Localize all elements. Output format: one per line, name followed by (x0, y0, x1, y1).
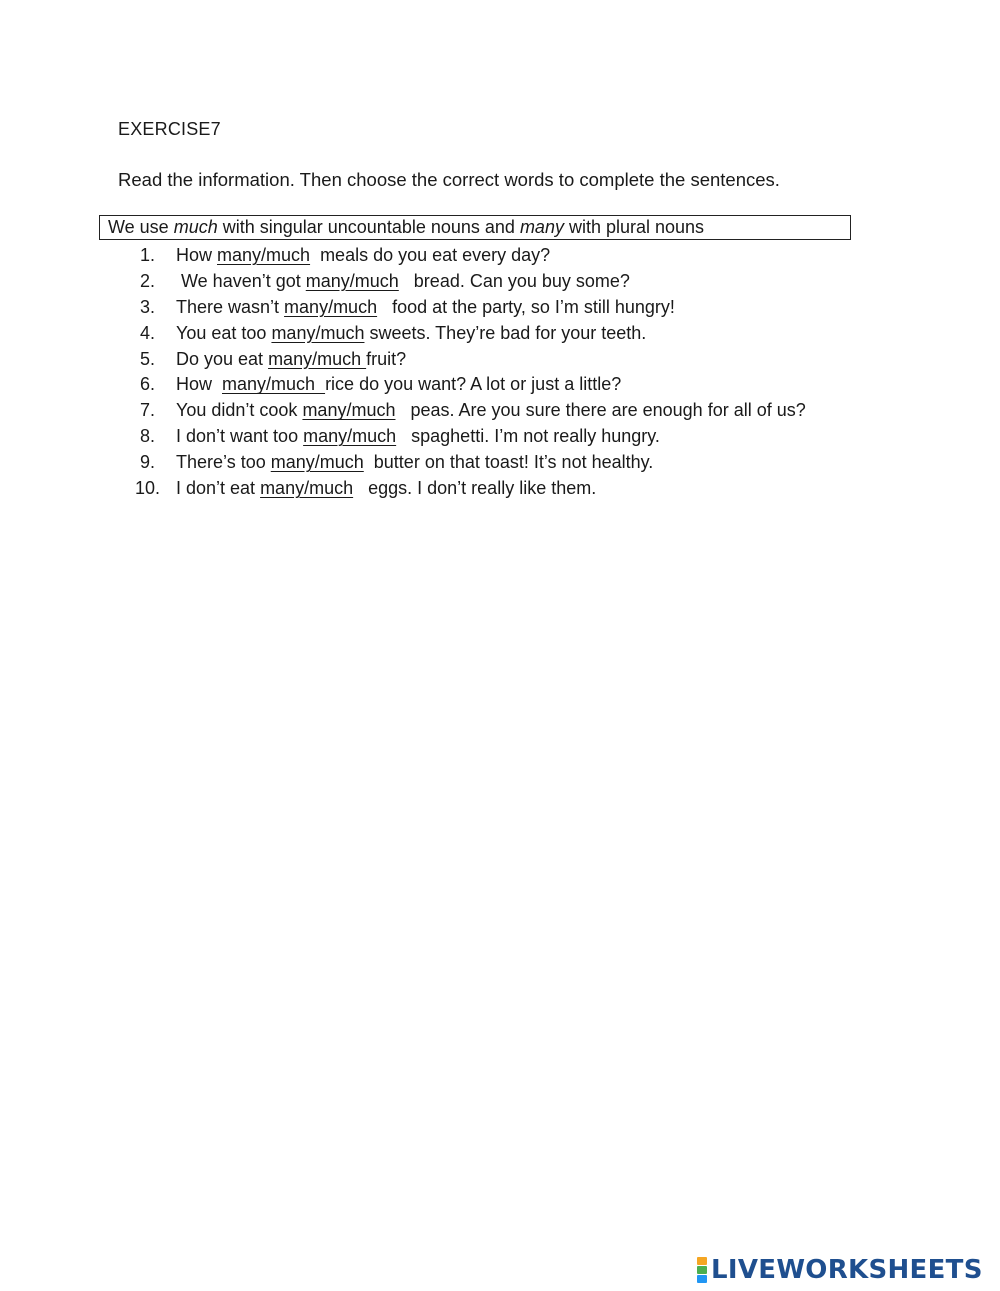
item-text-before: You didn’t cook (176, 400, 303, 421)
item-text-after: bread. Can you buy some? (398, 270, 630, 291)
answer-choice[interactable]: many/much (302, 400, 396, 421)
exercise-list (135, 243, 806, 502)
item-text-before: There’s too (176, 452, 271, 473)
item-text-after: sweets. They’re bad for your teeth. (364, 322, 647, 343)
item-number: 9. (140, 452, 156, 473)
exercise-item (140, 450, 806, 476)
logo-blocks-icon (697, 1257, 707, 1283)
exercise-item (140, 243, 806, 269)
item-number: 2. (140, 270, 156, 291)
liveworksheets-logo[interactable] (697, 1255, 983, 1285)
item-number: 1. (140, 245, 156, 265)
logo-block-i (697, 1266, 707, 1274)
answer-choice[interactable]: many/much (268, 348, 367, 369)
item-text-after: eggs. I don’t really like them. (353, 478, 597, 499)
answer-choice[interactable]: many/much (260, 478, 354, 499)
exercise-item (140, 321, 806, 347)
item-text-before: I don’t eat (176, 478, 261, 499)
item-text-after: fruit? (366, 348, 407, 369)
grammar-rule-box (99, 215, 851, 240)
logo-block-v (697, 1275, 707, 1283)
exercise-item (140, 398, 806, 424)
item-number: 5. (140, 348, 156, 369)
item-text-after: food at the party, so I’m still hungry! (377, 296, 675, 317)
item-text-after: rice do you want? A lot or just a little? (325, 374, 622, 395)
item-text-before: There wasn’t (176, 296, 285, 317)
rule-text-part2: with singular uncountable nouns and (217, 217, 520, 237)
logo-text: LIVEWORKSHEETS (711, 1255, 983, 1285)
answer-choice[interactable]: many/much (222, 374, 326, 395)
item-text-before: How (176, 374, 223, 395)
answer-choice[interactable]: many/much (305, 270, 399, 291)
item-text-after: butter on that toast! It’s not healthy. (363, 452, 654, 473)
exercise-title: EXERCISE7 (118, 119, 221, 139)
answer-choice[interactable]: many/much (284, 296, 378, 317)
logo-block-l (697, 1257, 707, 1265)
exercise-item (140, 295, 806, 321)
item-text-after: meals do you eat every day? (310, 245, 551, 265)
item-number: 7. (140, 400, 156, 421)
exercise-item (140, 269, 806, 295)
exercise-item (140, 347, 806, 373)
exercise-item (135, 476, 806, 502)
item-number: 4. (140, 322, 156, 343)
item-text-after: peas. Are you sure there are enough for all of us? (395, 400, 806, 421)
answer-choice[interactable]: many/much (271, 322, 365, 343)
item-text-before: Do you eat (176, 348, 269, 369)
item-number: 10. (135, 478, 161, 499)
rule-text-part1: We use (108, 217, 174, 237)
rule-emphasis-much: much (173, 217, 218, 237)
rule-text-part3: with plural nouns (563, 217, 705, 237)
item-text-after: spaghetti. I’m not really hungry. (396, 426, 660, 447)
exercise-item (140, 372, 806, 398)
item-number: 6. (140, 374, 156, 395)
item-text-before: I don’t want too (176, 426, 304, 447)
item-text-before: How (176, 245, 218, 265)
answer-choice[interactable]: many/much (217, 245, 311, 265)
item-text-before: You eat too (176, 322, 272, 343)
item-number: 3. (140, 296, 156, 317)
item-text-before: We haven’t got (176, 270, 306, 291)
rule-emphasis-many: many (519, 217, 564, 237)
answer-choice[interactable]: many/much (270, 452, 364, 473)
item-number: 8. (140, 426, 156, 447)
instructions-text: Read the information. Then choose the correct words to complete the sentences. (118, 169, 780, 190)
exercise-item (140, 424, 806, 450)
answer-choice[interactable]: many/much (303, 426, 397, 447)
